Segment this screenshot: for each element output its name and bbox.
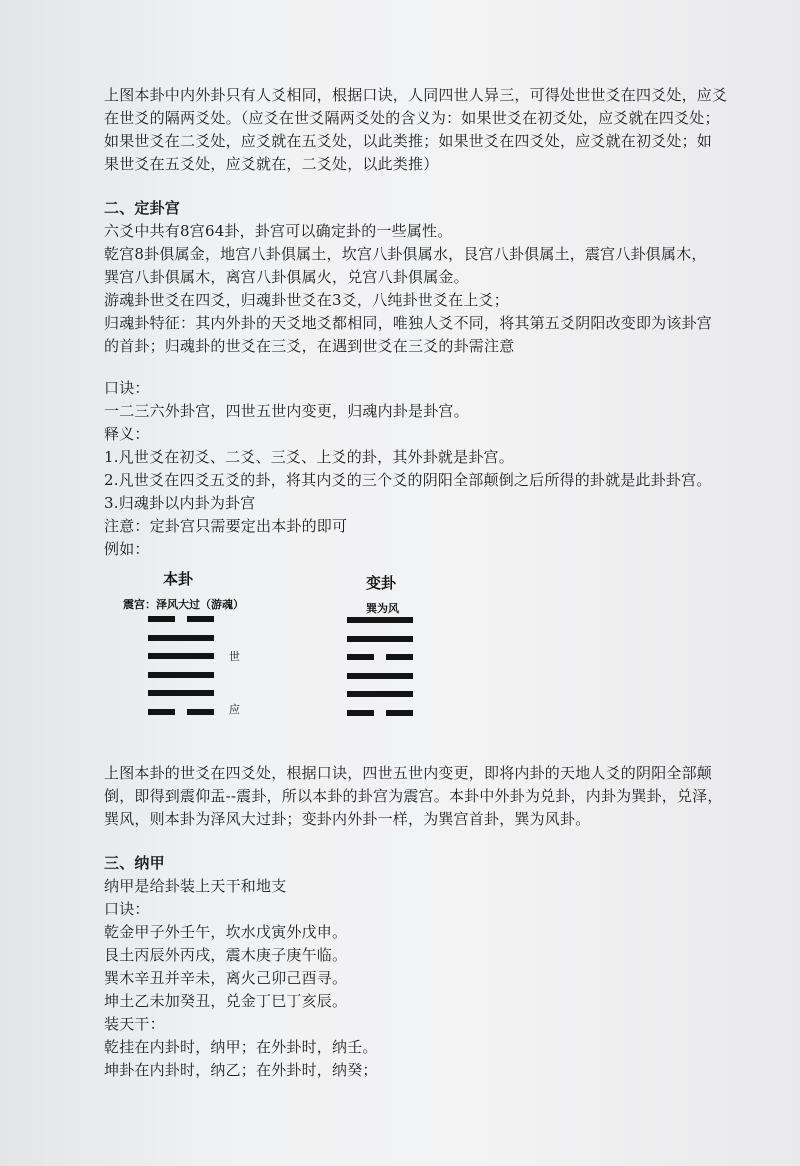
text-line: 例如：	[104, 540, 150, 558]
text-line: 艮土丙辰外丙戌，震木庚子庚午临。	[104, 946, 348, 964]
koujue-block	[104, 377, 714, 561]
yang-line	[148, 653, 214, 659]
text-line: 游魂卦世爻在四爻，归魂卦世爻在3爻，八纯卦世爻在上爻；	[104, 291, 509, 309]
yin-line-segment	[148, 616, 175, 622]
ben-gua-subtitle: 震宫：泽风大过（游魂）	[123, 598, 244, 611]
yang-line	[148, 690, 214, 696]
section-ding-gua-gong	[104, 197, 714, 358]
intro-paragraph	[104, 84, 728, 176]
text-line: 纳甲是给卦装上天干和地支	[104, 877, 287, 895]
text-line: 上图本卦的世爻在四爻处，根据口诀，四世五世内变更，即将内卦的天地人爻的阴阳全部颠	[104, 764, 713, 782]
text-line: 归魂卦特征：其内外卦的天爻地爻都相同，唯独人爻不同，将其第五爻阴阳改变即为该卦宫	[104, 314, 713, 332]
text-line: 释义：	[104, 425, 150, 443]
ying-label: 应	[229, 703, 240, 716]
explanation-paragraph	[104, 762, 724, 831]
section-na-jia	[104, 852, 714, 1082]
yin-line-segment	[187, 616, 214, 622]
text-line: 巽宫八卦俱属木，离宫八卦俱属火，兑宫八卦俱属金。	[104, 268, 469, 286]
yang-line	[347, 691, 413, 697]
text-line: 一二三六外卦宫，四世五世内变更，归魂内卦是卦宫。	[104, 402, 469, 420]
text-line: 口诀：	[104, 900, 150, 918]
text-line: 乾金甲子外壬午，坎水戊寅外戊申。	[104, 923, 348, 941]
text-line: 巽木辛丑并辛未，离火己卯己酉寻。	[104, 969, 348, 987]
yin-line-segment	[347, 654, 374, 660]
text-line: 如果世爻在二爻处，应爻就在五爻处，以此类推；如果世爻在四爻处，应爻就在初爻处；如	[104, 132, 713, 150]
yang-line	[347, 673, 413, 679]
yin-line-segment	[386, 710, 413, 716]
yin-line-segment	[187, 709, 214, 715]
yang-line	[347, 636, 413, 642]
bian-gua-subtitle: 巽为风	[366, 602, 399, 615]
yin-line-segment	[386, 654, 413, 660]
text-line: 3.归魂卦以内卦为卦宫	[104, 494, 256, 512]
ben-gua-hexagram	[148, 616, 214, 716]
section-heading: 三、纳甲	[104, 854, 165, 872]
text-line: 2.凡世爻在四爻五爻的卦，将其内爻的三个爻的阴阳全部颠倒之后所得的卦就是此卦卦宫。	[104, 471, 712, 489]
ben-gua-title: 本卦	[163, 570, 194, 588]
yang-line	[148, 672, 214, 678]
bian-gua-title: 变卦	[366, 574, 397, 592]
section-heading: 二、定卦宫	[104, 199, 181, 217]
text-line: 乾挂在内卦时，纳甲；在外卦时，纳壬。	[104, 1038, 378, 1056]
text-line: 乾宫8卦俱属金，地宫八卦俱属土，坎宫八卦俱属水，艮宫八卦俱属土，震宫八卦俱属木，	[104, 245, 707, 263]
text-line: 果世爻在五爻处，应爻就在，二爻处，以此类推）	[104, 155, 439, 173]
yin-line-segment	[148, 709, 175, 715]
text-line: 1.凡世爻在初爻、二爻、三爻、上爻的卦，其外卦就是卦宫。	[104, 448, 514, 466]
yang-line	[148, 635, 214, 641]
text-line: 坤土乙未加癸丑，兑金丁巳丁亥辰。	[104, 992, 348, 1010]
text-line: 在世爻的隔两爻处。（应爻在世爻隔两爻处的含义为：如果世爻在初爻处，应爻就在四爻处；	[104, 109, 720, 127]
shi-label: 世	[229, 650, 240, 663]
yin-line-segment	[347, 710, 374, 716]
bian-gua-hexagram	[347, 617, 413, 717]
text-line: 倒，即得到震仰盂--震卦，所以本卦的卦宫为震宫。本卦中外卦为兑卦，内卦为巽卦，兑泽，	[104, 787, 723, 805]
text-line: 坤卦在内卦时，纳乙；在外卦时，纳癸；	[104, 1061, 378, 1079]
text-line: 巽风，则本卦为泽风大过卦；变卦内外卦一样，为巽宫首卦，巽为风卦。	[104, 810, 591, 828]
text-line: 六爻中共有8宫64卦，卦宫可以确定卦的一些属性。	[104, 222, 453, 240]
yang-line	[347, 617, 413, 623]
text-line: 的首卦；归魂卦的世爻在三爻，在遇到世爻在三爻的卦需注意	[104, 337, 515, 355]
text-line: 注意：定卦宫只需要定出本卦的即可	[104, 517, 348, 535]
text-line: 装天干：	[104, 1015, 165, 1033]
text-line: 上图本卦中内外卦只有人爻相同，根据口诀，人同四世人异三，可得处世世爻在四爻处，应爻	[104, 86, 728, 104]
text-line: 口诀：	[104, 379, 150, 397]
